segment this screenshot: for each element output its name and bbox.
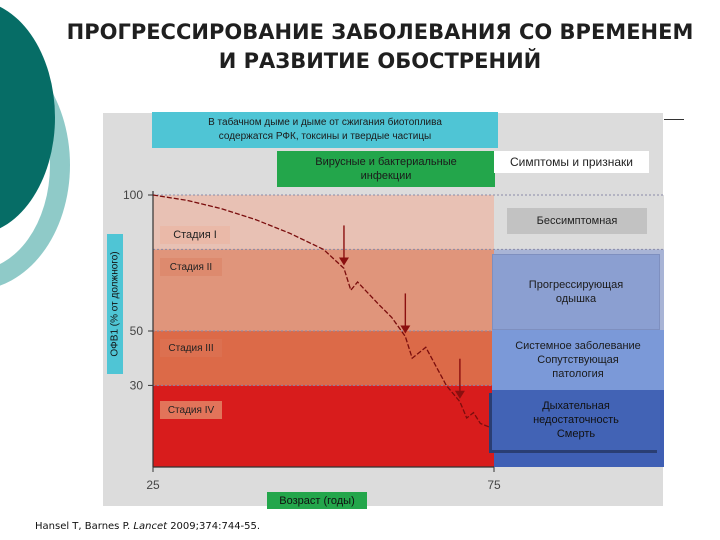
citation-journal: Lancet (133, 521, 168, 532)
citation-authors: Hansel T, Barnes P. (35, 521, 134, 532)
y-axis-label-text: ОФВ1 (% от должного) (109, 251, 121, 357)
infections-box (277, 151, 495, 187)
symptoms-header-text: Симптомы и признаки (509, 155, 634, 169)
y-axis-label (107, 234, 123, 374)
progressive-line-1: Прогрессирующая (528, 279, 624, 291)
respiratory-line-1: Дыхательная (542, 400, 610, 412)
respiratory-line-2: недостаточность (533, 414, 619, 426)
y-tick-label-100: 100 (122, 188, 143, 202)
x-tick-label-25: 25 (146, 478, 160, 492)
progressive-dyspnea-box (492, 254, 660, 330)
respiratory-failure-box (492, 390, 660, 450)
respiratory-line-3: Смерть (556, 428, 596, 440)
x-tick-label-75: 75 (487, 478, 501, 492)
smoke-particles-box (152, 112, 498, 148)
stage-1-label: Стадия I (160, 226, 230, 244)
systemic-line-1: Системное заболевание (515, 340, 641, 352)
infections-box-line-1: Вирусные и бактериальные (315, 156, 457, 168)
smoke-box-line-2: содержатся РФК, токсины и твердые частицы (218, 131, 432, 142)
asymptomatic-text: Бессимптомная (536, 215, 618, 227)
progressive-line-2: одышка (555, 293, 597, 305)
stage-3-label: Стадия III (160, 339, 222, 357)
systemic-disease-box (492, 330, 664, 390)
infections-box-line-2: инфекции (360, 170, 412, 182)
stage-2-label: Стадия II (160, 258, 222, 276)
symptoms-header (494, 151, 649, 173)
x-axis-label: Возраст (годы) (267, 492, 367, 509)
y-tick-label-30: 30 (129, 378, 143, 393)
systemic-line-3: патология (552, 368, 604, 380)
title-line-2: И РАЗВИТИЕ ОБОСТРЕНИЙ (218, 49, 542, 73)
citation-rest: 2009;374:744-55. (167, 521, 261, 532)
stage-4-label: Стадия IV (160, 401, 222, 419)
citation (35, 521, 260, 532)
asymptomatic-box (507, 208, 647, 234)
title-line-1: ПРОГРЕССИРОВАНИЕ ЗАБОЛЕВАНИЯ СО ВРЕМЕНЕМ (66, 20, 694, 44)
stage-band-4 (153, 385, 494, 467)
y-tick-label-50: 50 (129, 324, 143, 338)
systemic-line-2: Сопутствующая (537, 354, 619, 366)
smoke-box-line-1: В табачном дыме и дыме от сжигания биотоплива (208, 117, 442, 128)
